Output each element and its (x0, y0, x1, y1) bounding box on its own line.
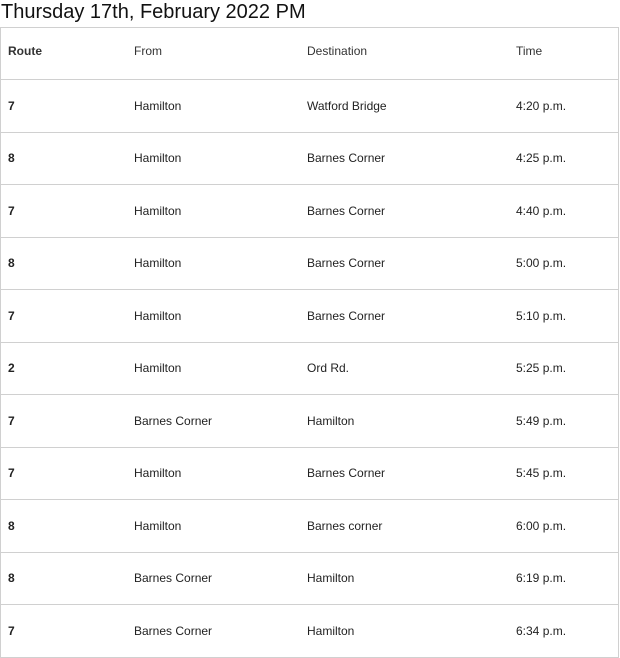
from-cell: Hamilton (134, 447, 307, 500)
route-cell: 7 (1, 447, 135, 500)
table-row (1, 185, 619, 238)
from-cell: Barnes Corner (134, 605, 307, 658)
destination-cell: Watford Bridge (307, 80, 516, 133)
time-cell: 5:49 p.m. (516, 395, 619, 448)
from-cell: Hamilton (134, 342, 307, 395)
route-cell: 8 (1, 500, 135, 553)
header-time-label: Time (516, 44, 543, 58)
from-cell: Barnes Corner (134, 395, 307, 448)
destination-cell: Barnes Corner (307, 237, 516, 290)
route-cell: 7 (1, 605, 135, 658)
destination-cell: Barnes corner (307, 500, 516, 553)
route-cell: 2 (1, 342, 135, 395)
route-cell: 8 (1, 237, 135, 290)
from-cell: Barnes Corner (134, 552, 307, 605)
from-cell: Hamilton (134, 185, 307, 238)
from-cell: Hamilton (134, 80, 307, 133)
time-cell: 6:00 p.m. (516, 500, 619, 553)
destination-cell: Barnes Corner (307, 447, 516, 500)
route-cell: 7 (1, 80, 135, 133)
route-cell: 7 (1, 290, 135, 343)
from-cell: Hamilton (134, 132, 307, 185)
time-cell: 5:45 p.m. (516, 447, 619, 500)
table-row (1, 447, 619, 500)
route-cell: 7 (1, 185, 135, 238)
table-row (1, 342, 619, 395)
page-title: Thursday 17th, February 2022 PM (1, 1, 306, 23)
table-row (1, 237, 619, 290)
header-destination (307, 28, 516, 80)
time-cell: 4:40 p.m. (516, 185, 619, 238)
table-row (1, 80, 619, 133)
destination-cell: Hamilton (307, 552, 516, 605)
header-from (134, 28, 307, 80)
from-cell: Hamilton (134, 290, 307, 343)
time-cell: 5:25 p.m. (516, 342, 619, 395)
time-cell: 5:10 p.m. (516, 290, 619, 343)
table-row (1, 552, 619, 605)
header-destination-label: Destination (307, 44, 368, 58)
from-cell: Hamilton (134, 237, 307, 290)
header-route (1, 28, 135, 80)
time-cell: 4:25 p.m. (516, 132, 619, 185)
destination-cell: Barnes Corner (307, 290, 516, 343)
table-row (1, 290, 619, 343)
table-row (1, 605, 619, 658)
destination-cell: Hamilton (307, 605, 516, 658)
route-cell: 8 (1, 132, 135, 185)
time-cell: 5:00 p.m. (516, 237, 619, 290)
destination-cell: Ord Rd. (307, 342, 516, 395)
bus-schedule-table (0, 27, 619, 658)
time-cell: 4:20 p.m. (516, 80, 619, 133)
destination-cell: Hamilton (307, 395, 516, 448)
table-header (1, 28, 619, 80)
destination-cell: Barnes Corner (307, 185, 516, 238)
table-body (1, 80, 619, 658)
destination-cell: Barnes Corner (307, 132, 516, 185)
table-row (1, 500, 619, 553)
header-route-label: Route (8, 44, 42, 58)
route-cell: 8 (1, 552, 135, 605)
header-row (1, 28, 619, 80)
time-cell: 6:34 p.m. (516, 605, 619, 658)
table-row (1, 395, 619, 448)
time-cell: 6:19 p.m. (516, 552, 619, 605)
table-row (1, 132, 619, 185)
from-cell: Hamilton (134, 500, 307, 553)
header-time (516, 28, 619, 80)
route-cell: 7 (1, 395, 135, 448)
header-from-label: From (134, 44, 162, 58)
